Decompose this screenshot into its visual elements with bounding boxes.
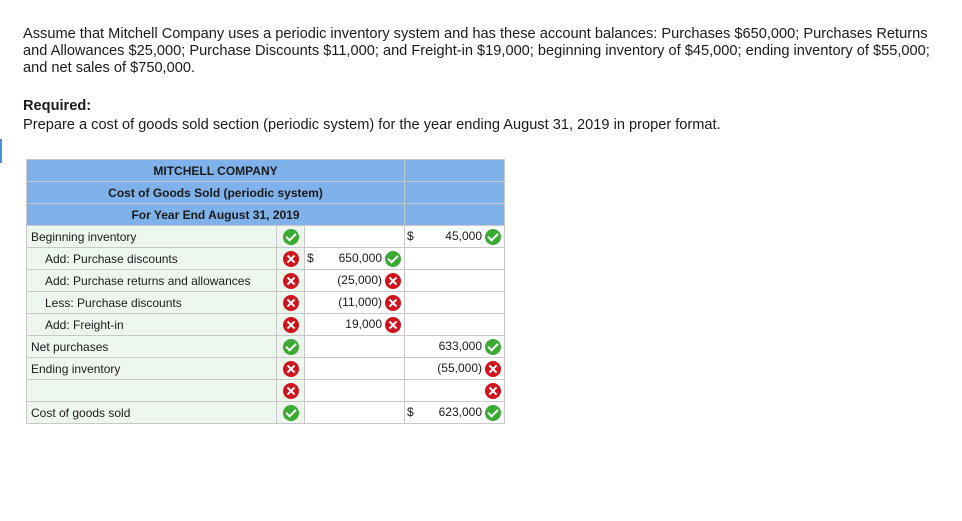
label-status-cell <box>277 358 305 380</box>
amount-col1-input[interactable] <box>305 314 405 336</box>
table-row <box>27 226 505 248</box>
amount-col2-value: 623,000 <box>438 404 482 419</box>
currency-symbol: $ <box>307 251 314 265</box>
amount-col1-input[interactable] <box>305 336 405 358</box>
label-status-cell <box>277 270 305 292</box>
label-status-cell <box>277 292 305 314</box>
check-icon <box>485 339 501 355</box>
amount-col2-value: 45,000 <box>445 228 482 243</box>
amount-col2-value: (55,000) <box>437 360 482 375</box>
check-icon <box>485 405 501 421</box>
left-edge-marker <box>0 139 2 163</box>
currency-symbol: $ <box>407 405 414 419</box>
amount-col2-value: 633,000 <box>438 338 482 353</box>
problem-statement <box>23 26 943 77</box>
check-icon <box>283 339 299 355</box>
amount-col1-value: 19,000 <box>345 316 382 331</box>
check-icon <box>283 229 299 245</box>
x-mark-icon <box>385 273 401 289</box>
statement-period: For Year End August 31, 2019 <box>27 204 405 226</box>
header-blank-cell <box>405 204 505 226</box>
row-label-select[interactable] <box>27 292 277 314</box>
amount-col2-input[interactable] <box>405 248 505 270</box>
statement-title: Cost of Goods Sold (periodic system) <box>27 182 405 204</box>
row-label-select[interactable] <box>27 270 277 292</box>
table-row <box>27 270 505 292</box>
label-status-cell <box>277 402 305 424</box>
row-label-text: Add: Freight-in <box>45 317 124 332</box>
amount-col1-input[interactable] <box>305 380 405 402</box>
label-status-cell <box>277 336 305 358</box>
amount-col2-input[interactable] <box>405 226 505 248</box>
row-label-text: Cost of goods sold <box>31 405 131 420</box>
amount-col1-input[interactable] <box>305 402 405 424</box>
row-label-text: Ending inventory <box>31 361 121 376</box>
check-icon <box>485 229 501 245</box>
required-instructions: Prepare a cost of goods sold section (periodic system) for the year ending August 31, 2019 in proper format. <box>23 117 721 133</box>
amount-col2-input[interactable] <box>405 292 505 314</box>
table-row <box>27 402 505 424</box>
label-status-cell <box>277 248 305 270</box>
amount-col1-input[interactable] <box>305 270 405 292</box>
label-status-cell <box>277 314 305 336</box>
row-label-text: Net purchases <box>31 339 109 354</box>
amount-col1-value: (11,000) <box>338 294 382 309</box>
row-label-select[interactable] <box>27 248 277 270</box>
x-mark-icon <box>283 317 299 333</box>
required-heading: Required: <box>23 98 92 114</box>
table-row <box>27 336 505 358</box>
cogs-table <box>26 159 505 424</box>
label-status-cell <box>277 226 305 248</box>
amount-col2-input[interactable] <box>405 270 505 292</box>
check-icon <box>385 251 401 267</box>
currency-symbol: $ <box>407 229 414 243</box>
table-row <box>27 292 505 314</box>
x-mark-icon <box>485 383 501 399</box>
table-row <box>27 314 505 336</box>
x-mark-icon <box>385 317 401 333</box>
row-label-select[interactable] <box>27 402 277 424</box>
header-row-company <box>27 160 505 182</box>
row-label-select[interactable] <box>27 314 277 336</box>
header-blank-cell <box>405 160 505 182</box>
x-mark-icon <box>283 361 299 377</box>
amount-col1-value: 650,000 <box>338 250 382 265</box>
row-label-select[interactable] <box>27 380 277 402</box>
amount-col1-input[interactable] <box>305 226 405 248</box>
row-label-select[interactable] <box>27 226 277 248</box>
amount-col2-input[interactable] <box>405 380 505 402</box>
x-mark-icon <box>283 383 299 399</box>
row-label-select[interactable] <box>27 336 277 358</box>
x-mark-icon <box>485 361 501 377</box>
label-status-cell <box>277 380 305 402</box>
amount-col1-input[interactable] <box>305 292 405 314</box>
header-blank-cell <box>405 182 505 204</box>
header-row-statement <box>27 182 505 204</box>
problem-text: Assume that Mitchell Company uses a periodic inventory system and has these account balances: Purchases $650,000; Purchases Returns and Allowances $25,000; Purchase Discounts $11,000; and Freight-in $19,000; beginning inventory of $45,000; ending inventory of $55,000; and net sales of $750,000. <box>23 26 930 76</box>
row-label-text: Add: Purchase discounts <box>45 251 178 266</box>
amount-col1-value: (25,000) <box>337 272 382 287</box>
x-mark-icon <box>283 295 299 311</box>
row-label-select[interactable] <box>27 358 277 380</box>
amount-col1-input[interactable] <box>305 248 405 270</box>
amount-col2-input[interactable] <box>405 358 505 380</box>
row-label-text: Less: Purchase discounts <box>45 295 182 310</box>
amount-col2-input[interactable] <box>405 336 505 358</box>
table-row <box>27 248 505 270</box>
amount-col2-input[interactable] <box>405 314 505 336</box>
check-icon <box>283 405 299 421</box>
amount-col1-input[interactable] <box>305 358 405 380</box>
company-name: MITCHELL COMPANY <box>27 160 405 182</box>
table-row <box>27 380 505 402</box>
row-label-text: Beginning inventory <box>31 229 137 244</box>
table-row <box>27 358 505 380</box>
x-mark-icon <box>283 273 299 289</box>
x-mark-icon <box>283 251 299 267</box>
row-label-text: Add: Purchase returns and allowances <box>45 273 251 288</box>
x-mark-icon <box>385 295 401 311</box>
amount-col2-input[interactable] <box>405 402 505 424</box>
header-row-period <box>27 204 505 226</box>
